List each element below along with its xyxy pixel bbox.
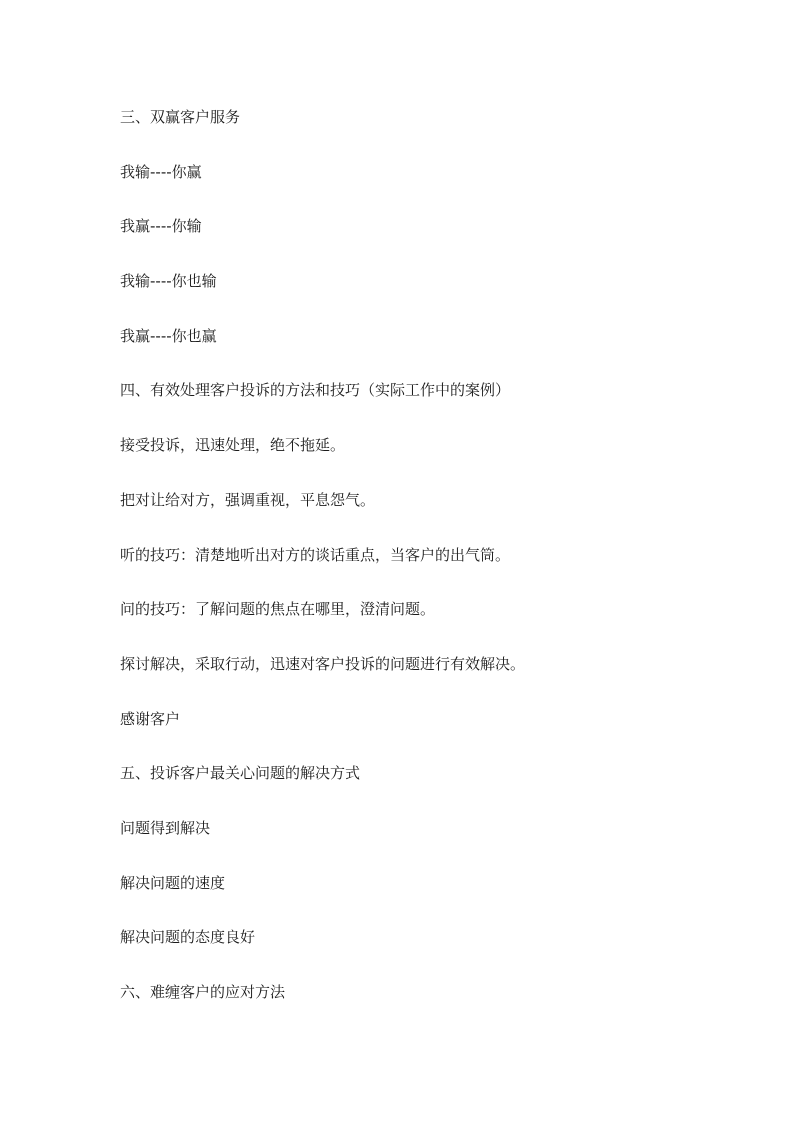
paragraph: 解决问题的速度 — [120, 873, 226, 892]
paragraph: 我赢----你也赢 — [120, 326, 217, 345]
section-heading-difficult-customers: 六、难缠客户的应对方法 — [120, 983, 286, 1001]
section-heading-complaint-handling: 四、有效处理客户投诉的方法和技巧（实际工作中的案例） — [120, 381, 511, 400]
paragraph: 解决问题的态度良好 — [120, 928, 256, 947]
paragraph: 我赢----你输 — [120, 217, 202, 236]
paragraph: 问题得到解决 — [120, 818, 211, 837]
paragraph: 我输----你赢 — [120, 162, 202, 181]
paragraph: 把对让给对方，强调重视，平息怨气。 — [120, 490, 376, 509]
paragraph: 接受投诉，迅速处理，绝不拖延。 — [120, 436, 346, 455]
paragraph: 我输----你也输 — [120, 272, 217, 291]
document-body — [120, 105, 680, 1035]
paragraph: 问的技巧：了解问题的焦点在哪里，澄清问题。 — [120, 600, 436, 619]
paragraph: 听的技巧：清楚地听出对方的谈话重点，当客户的出气筒。 — [120, 545, 511, 564]
paragraph: 感谢客户 — [120, 709, 181, 728]
paragraph: 探讨解决，采取行动，迅速对客户投诉的问题进行有效解决。 — [120, 654, 526, 673]
section-heading-win-win: 三、双赢客户服务 — [120, 108, 241, 126]
section-heading-customer-concerns: 五、投诉客户最关心问题的解决方式 — [120, 764, 361, 783]
